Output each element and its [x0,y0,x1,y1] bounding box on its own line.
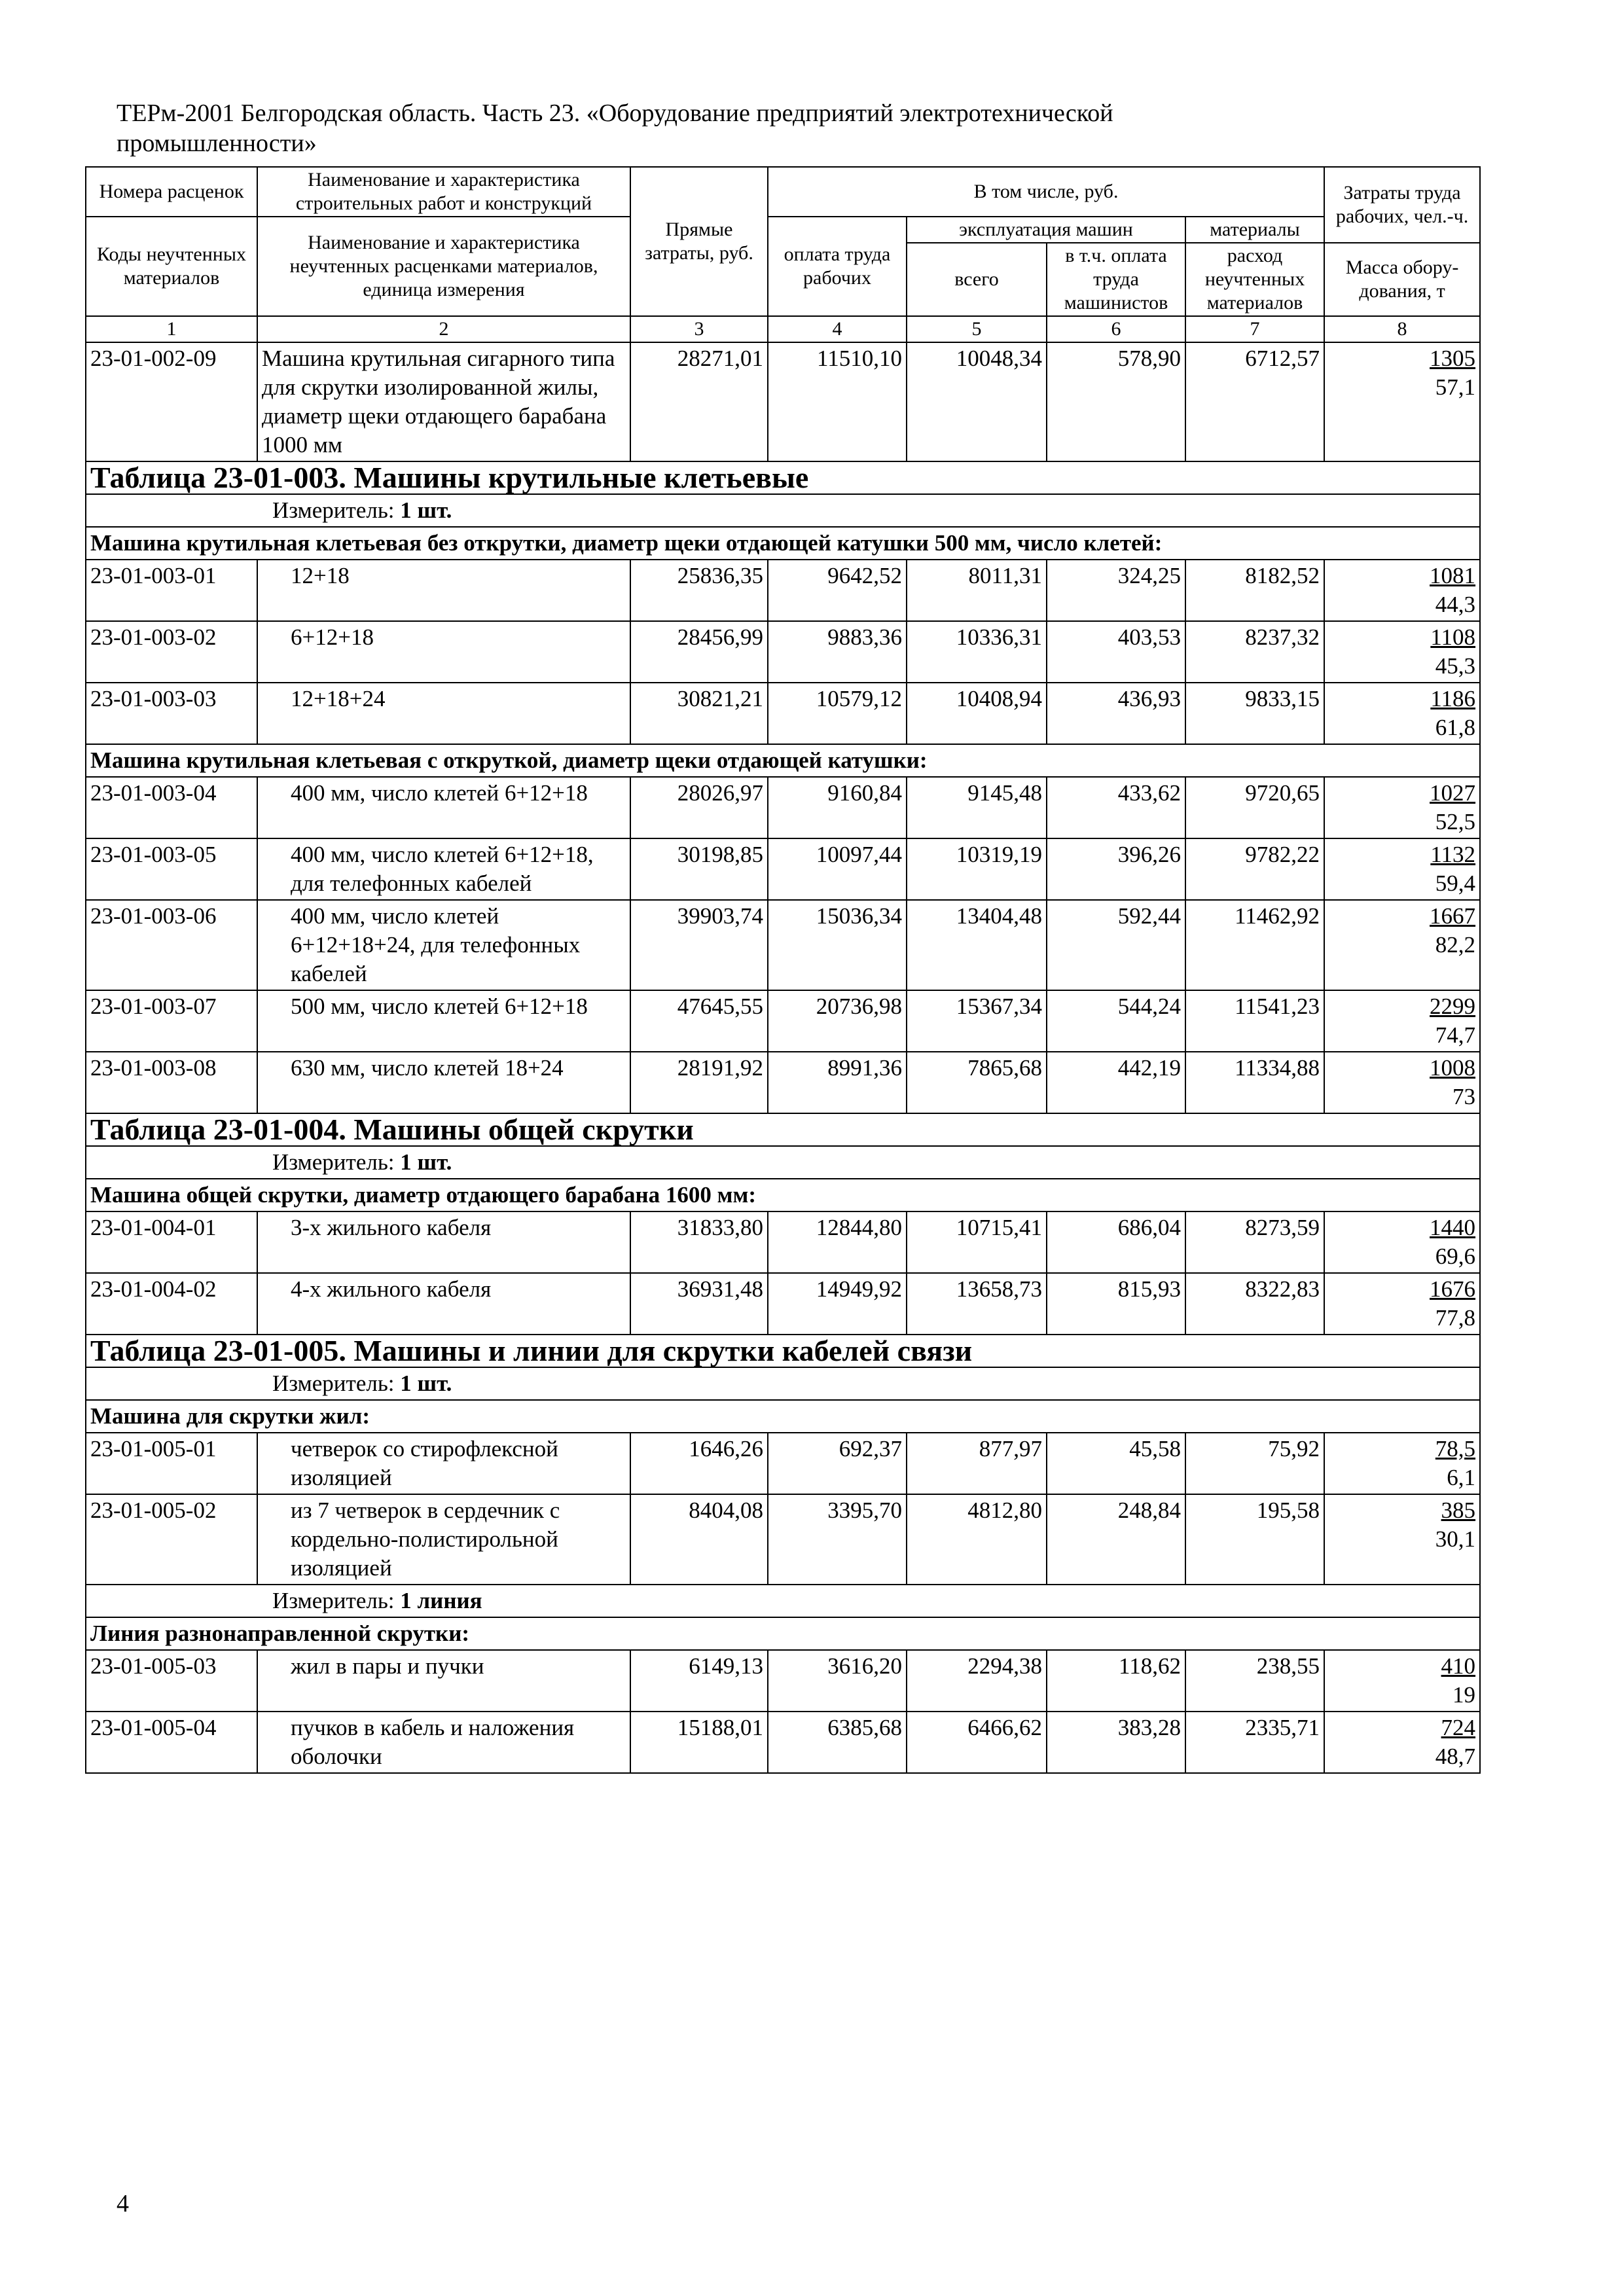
direct-costs: 1646,26 [630,1433,768,1494]
table-row [86,1211,1480,1273]
labor-hours: 1081 [1430,563,1476,588]
subheading-row [86,527,1480,560]
labor-and-mass [1324,900,1480,990]
direct-costs: 47645,55 [630,990,768,1052]
equipment-mass: 82,2 [1435,932,1476,958]
column-number: 5 [907,316,1047,342]
column-number: 7 [1185,316,1324,342]
labor-pay: 20736,98 [768,990,907,1052]
section-title: Таблица 23-01-005. Машины и линии для скрутки кабелей связи [86,1335,1480,1367]
equipment-mass: 6,1 [1447,1465,1476,1490]
direct-costs: 36931,48 [630,1273,768,1335]
col4-header: оплата труда рабочих [768,217,907,316]
labor-hours: 1440 [1430,1215,1476,1240]
labor-hours: 1108 [1430,624,1476,650]
rate-name: 12+18+24 [257,683,630,744]
labor-pay: 14949,92 [768,1273,907,1335]
rate-name: четверок со стирофлексной изоляцией [257,1433,630,1494]
rate-name: 12+18 [257,560,630,621]
rate-name: 500 мм, число клетей 6+12+18 [257,990,630,1052]
table-row [86,342,1480,461]
rate-name: 400 мм, число клетей 6+12+18, для телефонных кабелей [257,838,630,900]
equipment-mass: 30,1 [1435,1526,1476,1552]
machine-labor: 403,53 [1047,621,1185,683]
equipment-mass: 69,6 [1435,1244,1476,1269]
materials-cost: 9833,15 [1185,683,1324,744]
rate-name: Машина крутильная сигарного типа для скрутки изолированной жилы, диаметр щеки отдающего барабана 1000 мм [257,342,630,461]
labor-hours: 1676 [1430,1276,1476,1302]
measure-label: Измеритель: [272,1371,395,1396]
section-title: Таблица 23-01-004. Машины общей скрутки [86,1113,1480,1146]
machine-total: 9145,48 [907,777,1047,838]
direct-costs: 30821,21 [630,683,768,744]
equipment-mass: 61,8 [1435,715,1476,740]
direct-costs: 8404,08 [630,1494,768,1585]
materials-cost: 8182,52 [1185,560,1324,621]
machine-labor: 248,84 [1047,1494,1185,1585]
direct-costs: 25836,35 [630,560,768,621]
rate-code: 23-01-003-08 [86,1052,257,1113]
direct-costs: 30198,85 [630,838,768,900]
rate-code: 23-01-005-04 [86,1712,257,1773]
measure-cell [86,1585,1480,1617]
table-row [86,838,1480,900]
measure-row [86,1367,1480,1400]
measure-label: Измеритель: [272,1588,395,1613]
labor-and-mass [1324,1052,1480,1113]
measure-row [86,494,1480,527]
col6-header: в т.ч. оплата труда машинистов [1047,243,1185,316]
labor-hours: 1132 [1430,842,1476,867]
table-row [86,1494,1480,1585]
labor-hours: 2299 [1430,994,1476,1019]
labor-pay: 11510,10 [768,342,907,461]
materials-cost: 9782,22 [1185,838,1324,900]
equipment-mass: 77,8 [1435,1305,1476,1331]
materials-cost: 9720,65 [1185,777,1324,838]
materials-cost: 195,58 [1185,1494,1324,1585]
measure-label: Измеритель: [272,497,395,523]
machines-header: эксплуатация машин [907,217,1185,243]
machine-labor: 45,58 [1047,1433,1185,1494]
column-number: 6 [1047,316,1185,342]
labor-hours: 385 [1441,1498,1476,1523]
labor-and-mass [1324,838,1480,900]
direct-costs: 6149,13 [630,1650,768,1712]
rate-code: 23-01-003-02 [86,621,257,683]
header-line-2: промышленности» [117,130,317,157]
rate-code: 23-01-003-04 [86,777,257,838]
section-title-row [86,1335,1480,1367]
table-body [86,342,1480,1773]
equipment-mass: 59,4 [1435,870,1476,896]
materials-cost: 11541,23 [1185,990,1324,1052]
labor-hours: 1186 [1430,686,1476,711]
col7-header: расход неучтенных материалов [1185,243,1324,316]
table-row [86,1052,1480,1113]
equipment-mass: 19 [1453,1682,1476,1708]
machine-total: 7865,68 [907,1052,1047,1113]
rate-code: 23-01-005-01 [86,1433,257,1494]
labor-hours: 724 [1441,1715,1476,1740]
section-title-row [86,461,1480,494]
machine-labor: 436,93 [1047,683,1185,744]
labor-and-mass [1324,560,1480,621]
materials-cost: 6712,57 [1185,342,1324,461]
materials-cost: 8322,83 [1185,1273,1324,1335]
direct-costs: 31833,80 [630,1211,768,1273]
labor-pay: 10097,44 [768,838,907,900]
labor-and-mass [1324,1494,1480,1585]
materials-cost: 11462,92 [1185,900,1324,990]
labor-hours: 1008 [1430,1055,1476,1081]
col5-header: всего [907,243,1047,316]
column-number: 3 [630,316,768,342]
table-header [86,167,1480,342]
rate-code: 23-01-003-06 [86,900,257,990]
machine-total: 13404,48 [907,900,1047,990]
labor-pay: 9642,52 [768,560,907,621]
subheading: Линия разнонаправленной скрутки: [86,1617,1480,1650]
machine-labor: 433,62 [1047,777,1185,838]
measure-cell [86,1367,1480,1400]
machine-labor: 396,26 [1047,838,1185,900]
materials-cost: 2335,71 [1185,1712,1324,1773]
labor-and-mass [1324,342,1480,461]
labor-pay: 3616,20 [768,1650,907,1712]
direct-costs: 28271,01 [630,342,768,461]
group-header: В том числе, руб. [768,167,1324,217]
machine-total: 2294,38 [907,1650,1047,1712]
labor-and-mass [1324,1211,1480,1273]
table-row [86,777,1480,838]
measure-row [86,1146,1480,1179]
column-number: 4 [768,316,907,342]
machine-total: 10715,41 [907,1211,1047,1273]
rate-name: 400 мм, число клетей 6+12+18+24, для телефонных кабелей [257,900,630,990]
labor-pay: 15036,34 [768,900,907,990]
machine-labor: 442,19 [1047,1052,1185,1113]
labor-hours: 78,5 [1435,1436,1476,1462]
direct-costs: 28026,97 [630,777,768,838]
column-numbers-row [86,316,1480,342]
labor-pay: 8991,36 [768,1052,907,1113]
labor-hours: 1027 [1430,780,1476,806]
materials-cost: 8273,59 [1185,1211,1324,1273]
col2-top-header: Наименование и характеристика строительных работ и конструкций [257,167,630,217]
rate-name: 3-х жильного кабеля [257,1211,630,1273]
rate-code: 23-01-005-03 [86,1650,257,1712]
direct-costs: 28191,92 [630,1052,768,1113]
labor-pay: 9883,36 [768,621,907,683]
machine-labor: 686,04 [1047,1211,1185,1273]
machine-total: 4812,80 [907,1494,1047,1585]
rate-code: 23-01-004-01 [86,1211,257,1273]
materials-cost: 11334,88 [1185,1052,1324,1113]
subheading: Машина крутильная клетьевая без открутки, диаметр щеки отдающей катушки 500 мм, число клетей: [86,527,1480,560]
subheading-row [86,1617,1480,1650]
rates-table [85,166,1481,1774]
col8-top-header: Затраты труда рабочих, чел.-ч. [1324,167,1480,243]
col2-bottom-header: Наименование и характеристика неучтенных расценками материалов, единица измерения [257,217,630,316]
table-row [86,900,1480,990]
machine-total: 10319,19 [907,838,1047,900]
equipment-mass: 73 [1453,1084,1476,1109]
rate-name: пучков в кабель и наложения оболочки [257,1712,630,1773]
machine-labor: 578,90 [1047,342,1185,461]
section-title: Таблица 23-01-003. Машины крутильные клетьевые [86,461,1480,494]
col1-bottom-header: Коды неучтенных материалов [86,217,257,316]
measure-value: 1 шт. [400,497,452,523]
column-number: 8 [1324,316,1480,342]
equipment-mass: 74,7 [1435,1022,1476,1048]
page-number: 4 [117,2190,129,2217]
rate-name: 630 мм, число клетей 18+24 [257,1052,630,1113]
measure-value: 1 шт. [400,1149,452,1175]
subheading: Машина для скрутки жил: [86,1400,1480,1433]
table-row [86,1712,1480,1773]
equipment-mass: 44,3 [1435,592,1476,617]
machine-labor: 592,44 [1047,900,1185,990]
machine-total: 877,97 [907,1433,1047,1494]
col3-header: Прямые затраты, руб. [630,167,768,316]
subheading: Машина крутильная клетьевая с откруткой, диаметр щеки отдающей катушки: [86,744,1480,777]
materials-header: материалы [1185,217,1324,243]
table-row [86,990,1480,1052]
labor-pay: 3395,70 [768,1494,907,1585]
labor-pay: 10579,12 [768,683,907,744]
labor-and-mass [1324,1712,1480,1773]
equipment-mass: 48,7 [1435,1744,1476,1769]
materials-cost: 8237,32 [1185,621,1324,683]
equipment-mass: 57,1 [1435,374,1476,400]
header-line-1: ТЕРм-2001 Белгородская область. Часть 23. «Оборудование предприятий электротехнической [117,99,1113,127]
rate-code: 23-01-003-07 [86,990,257,1052]
measure-row [86,1585,1480,1617]
column-number: 1 [86,316,257,342]
section-title-row [86,1113,1480,1146]
machine-total: 10408,94 [907,683,1047,744]
subheading: Машина общей скрутки, диаметр отдающего барабана 1600 мм: [86,1179,1480,1211]
rate-code: 23-01-002-09 [86,342,257,461]
labor-pay: 9160,84 [768,777,907,838]
machine-labor: 324,25 [1047,560,1185,621]
labor-hours: 1667 [1430,903,1476,929]
machine-total: 10336,31 [907,621,1047,683]
equipment-mass: 45,3 [1435,653,1476,679]
rate-name: из 7 четверок в сердечник с кордельно-полистирольной изоляцией [257,1494,630,1585]
rate-code: 23-01-003-01 [86,560,257,621]
machine-total: 15367,34 [907,990,1047,1052]
labor-hours: 410 [1441,1653,1476,1679]
measure-cell [86,494,1480,527]
labor-hours: 1305 [1430,346,1476,371]
machine-total: 6466,62 [907,1712,1047,1773]
machine-labor: 383,28 [1047,1712,1185,1773]
rate-code: 23-01-005-02 [86,1494,257,1585]
labor-and-mass [1324,990,1480,1052]
rate-name: 400 мм, число клетей 6+12+18 [257,777,630,838]
subheading-row [86,1179,1480,1211]
column-number: 2 [257,316,630,342]
equipment-mass: 52,5 [1435,809,1476,834]
machine-total: 8011,31 [907,560,1047,621]
direct-costs: 15188,01 [630,1712,768,1773]
col8-bottom-header: Масса обору-дования, т [1324,243,1480,316]
measure-value: 1 линия [400,1588,482,1613]
rate-code: 23-01-004-02 [86,1273,257,1335]
table-row [86,1433,1480,1494]
rate-code: 23-01-003-05 [86,838,257,900]
machine-total: 10048,34 [907,342,1047,461]
materials-cost: 75,92 [1185,1433,1324,1494]
table-row [86,621,1480,683]
labor-and-mass [1324,683,1480,744]
labor-and-mass [1324,1273,1480,1335]
table-row [86,560,1480,621]
table-row [86,1650,1480,1712]
labor-pay: 6385,68 [768,1712,907,1773]
page-header [117,98,1360,158]
labor-and-mass [1324,777,1480,838]
rate-name: 4-х жильного кабеля [257,1273,630,1335]
measure-cell [86,1146,1480,1179]
machine-total: 13658,73 [907,1273,1047,1335]
machine-labor: 544,24 [1047,990,1185,1052]
measure-label: Измеритель: [272,1149,395,1175]
labor-pay: 692,37 [768,1433,907,1494]
labor-and-mass [1324,1650,1480,1712]
subheading-row [86,1400,1480,1433]
subheading-row [86,744,1480,777]
measure-value: 1 шт. [400,1371,452,1396]
rate-code: 23-01-003-03 [86,683,257,744]
direct-costs: 28456,99 [630,621,768,683]
machine-labor: 118,62 [1047,1650,1185,1712]
labor-and-mass [1324,1433,1480,1494]
table-row [86,1273,1480,1335]
labor-pay: 12844,80 [768,1211,907,1273]
direct-costs: 39903,74 [630,900,768,990]
labor-and-mass [1324,621,1480,683]
machine-labor: 815,93 [1047,1273,1185,1335]
materials-cost: 238,55 [1185,1650,1324,1712]
rate-name: 6+12+18 [257,621,630,683]
rate-name: жил в пары и пучки [257,1650,630,1712]
col1-top-header: Номера расценок [86,167,257,217]
table-row [86,683,1480,744]
